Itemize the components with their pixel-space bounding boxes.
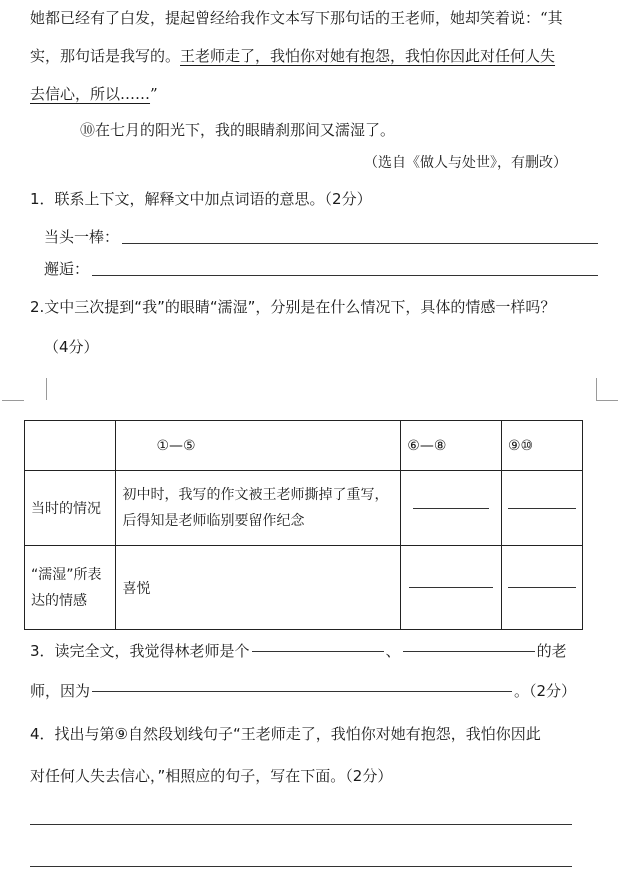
blank-situation-6-8[interactable] xyxy=(413,508,489,509)
situation-6-8-cell xyxy=(401,471,502,546)
passage-line-3-end: ” xyxy=(150,85,158,103)
question-2: 2.文中三次提到“我”的眼睛“濡湿”，分别是在什么情况下，具体的情感一样吗？ xyxy=(30,298,556,316)
passage-line-1: 她都已经有了白发，提起曾经给我作文本写下那句话的王老师，她却笑着说：“其 xyxy=(30,9,563,27)
table-row xyxy=(25,471,583,546)
term-2-label: 邂逅： xyxy=(44,260,90,278)
question-4-line-1: 4．找出与第⑨自然段划线句子“王老师走了，我怕你对她有抱怨，我怕你因此 xyxy=(30,725,541,743)
passage-line-2-text: 实，那句话是我写的。 xyxy=(30,47,181,65)
situation-1-5: 初中时，我写的作文被王老师撕掉了重写，后得知是老师临别要留作纪念 xyxy=(116,471,401,546)
question-3-points: 。（2分） xyxy=(514,682,577,700)
blank-emotion-6-8[interactable] xyxy=(409,587,493,588)
passage-line-2 xyxy=(30,46,555,66)
emotion-6-8-cell xyxy=(401,546,502,630)
table-header-para-1-5: ①—⑤ xyxy=(116,421,401,471)
underlined-sentence-part-2: 去信心，所以…… xyxy=(30,85,151,103)
question-3-text-end: 的老 xyxy=(536,642,567,660)
blank-teacher-trait-2[interactable] xyxy=(403,651,535,652)
row-label-situation: 当时的情况 xyxy=(25,471,116,546)
question-3 xyxy=(30,641,567,661)
page-corner-mark-left-h xyxy=(2,378,24,401)
emotion-9-10-cell xyxy=(502,546,583,630)
table-row xyxy=(25,546,583,630)
answer-line-q4-2[interactable] xyxy=(30,866,572,867)
table-header-para-6-8: ⑥—⑧ xyxy=(401,421,502,471)
answer-line-term-2[interactable] xyxy=(92,275,598,276)
situation-9-10-cell xyxy=(502,471,583,546)
row-label-emotion: “濡湿”所表达的情感 xyxy=(25,546,116,630)
source-citation: （选自《做人与处世》，有删改） xyxy=(364,155,567,171)
blank-teacher-trait-1[interactable] xyxy=(252,651,384,652)
question-3-text: 3．读完全文，我觉得林老师是个 xyxy=(30,642,250,660)
answer-table xyxy=(24,420,583,630)
question-2-points: （4分） xyxy=(44,338,99,356)
table-header-empty xyxy=(25,421,116,471)
question-3-because: 师，因为 xyxy=(30,682,91,700)
answer-line-q4-1[interactable] xyxy=(30,824,572,825)
question-3-separator: 、 xyxy=(385,642,401,660)
term-1-label: 当头一棒： xyxy=(44,228,120,246)
paragraph-10: ⑩在七月的阳光下，我的眼睛刹那间又濡湿了。 xyxy=(80,121,396,139)
table-header-para-9-10: ⑨⑩ xyxy=(502,421,583,471)
page-corner-mark-right-h xyxy=(596,378,618,401)
page-corner-mark-left xyxy=(24,378,47,400)
answer-line-term-1[interactable] xyxy=(122,243,598,244)
blank-emotion-9-10[interactable] xyxy=(508,587,576,588)
question-3-line-2 xyxy=(30,681,576,701)
question-1: 1．联系上下文，解释文中加点词语的意思。（2分） xyxy=(30,190,372,208)
underlined-sentence-part-1: 王老师走了，我怕你对她有抱怨，我怕你因此对任何人失 xyxy=(180,47,556,65)
question-4-line-2: 对任何人失去信心，”相照应的句子，写在下面。（2分） xyxy=(30,767,393,785)
table-header-row xyxy=(25,421,583,471)
blank-reason[interactable] xyxy=(92,691,512,692)
emotion-1-5: 喜悦 xyxy=(116,546,401,630)
blank-situation-9-10[interactable] xyxy=(508,508,576,509)
passage-line-3 xyxy=(30,84,158,104)
